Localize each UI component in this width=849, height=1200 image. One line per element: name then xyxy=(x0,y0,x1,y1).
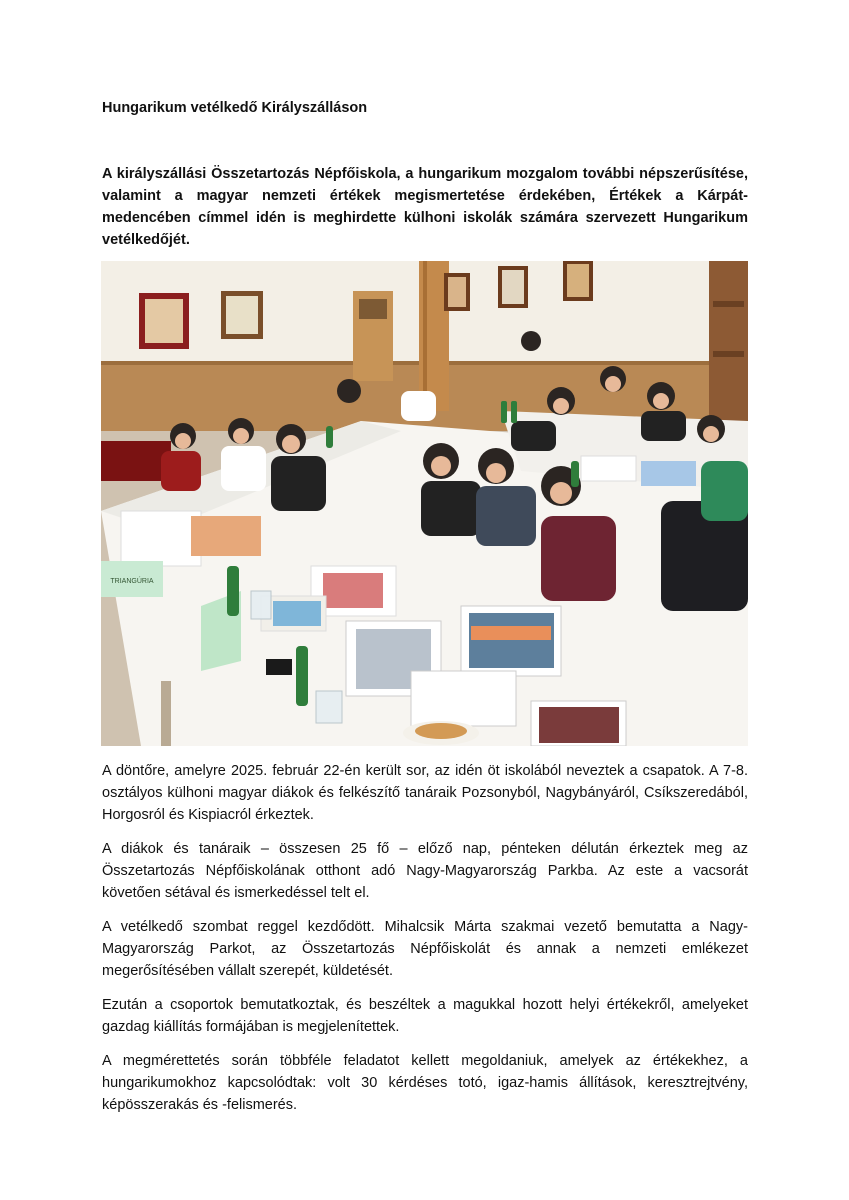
body-paragraph: A megmérettetés során többféle feladatot kellett megoldaniuk, amelyek az értékekhez, a hungarikumokhoz kapcsolódtak: volt 30 kérdéses totó, igaz-hamis állítások, keresztrejtvény, képösszerakás és -felismerés. xyxy=(102,1053,748,1113)
article-title: Hungarikum vetélkedő Királyszálláson xyxy=(102,100,368,116)
body-paragraph: Ezután a csoportok bemutatkoztak, és beszéltek a magukkal hozott helyi értékekről, amelyeket gazdag kiállítás formájában is megjelenítettek. xyxy=(102,997,748,1035)
event-photo xyxy=(101,261,748,746)
photo-illustration xyxy=(101,261,748,746)
article-lead: A királyszállási Összetartozás Népfőiskola, a hungarikum mozgalom további népszerűsítése, valamint a magyar nemzeti értékek megismertetése érdekében, Értékek a Kárpát-medencében címmel idén is meghirdette külhoni iskolák számára szervezett Hungarikum vetélkedőjét. xyxy=(102,166,748,248)
body-paragraph: A vetélkedő szombat reggel kezdődött. Mihalcsik Márta szakmai vezető bemutatta a Nagy-Magyarország Parkot, az Összetartozás Népfőiskolát és annak a nemzeti emlékezet megerősítésében vállalt szerepét, küldetését. xyxy=(102,919,748,979)
table-card-label: TRIANGÚRIA xyxy=(110,578,154,585)
article-body xyxy=(102,760,748,1128)
body-paragraph: A diákok és tanáraik – összesen 25 fő – előző nap, pénteken délután érkeztek meg az Összetartozás Népfőiskolának otthont adó Nagy-Magyarország Parkba. Az este a vacsorát követően sétával és ismerkedéssel telt el. xyxy=(102,841,748,901)
body-paragraph: A döntőre, amelyre 2025. február 22-én került sor, az idén öt iskolából neveztek a csapatok. A 7-8. osztályos külhoni magyar diákok és felkészítő tanáraik Pozsonyból, Nagybányáról, Csíkszeredából, Horgosról és Kispiacról érkeztek. xyxy=(102,763,748,823)
